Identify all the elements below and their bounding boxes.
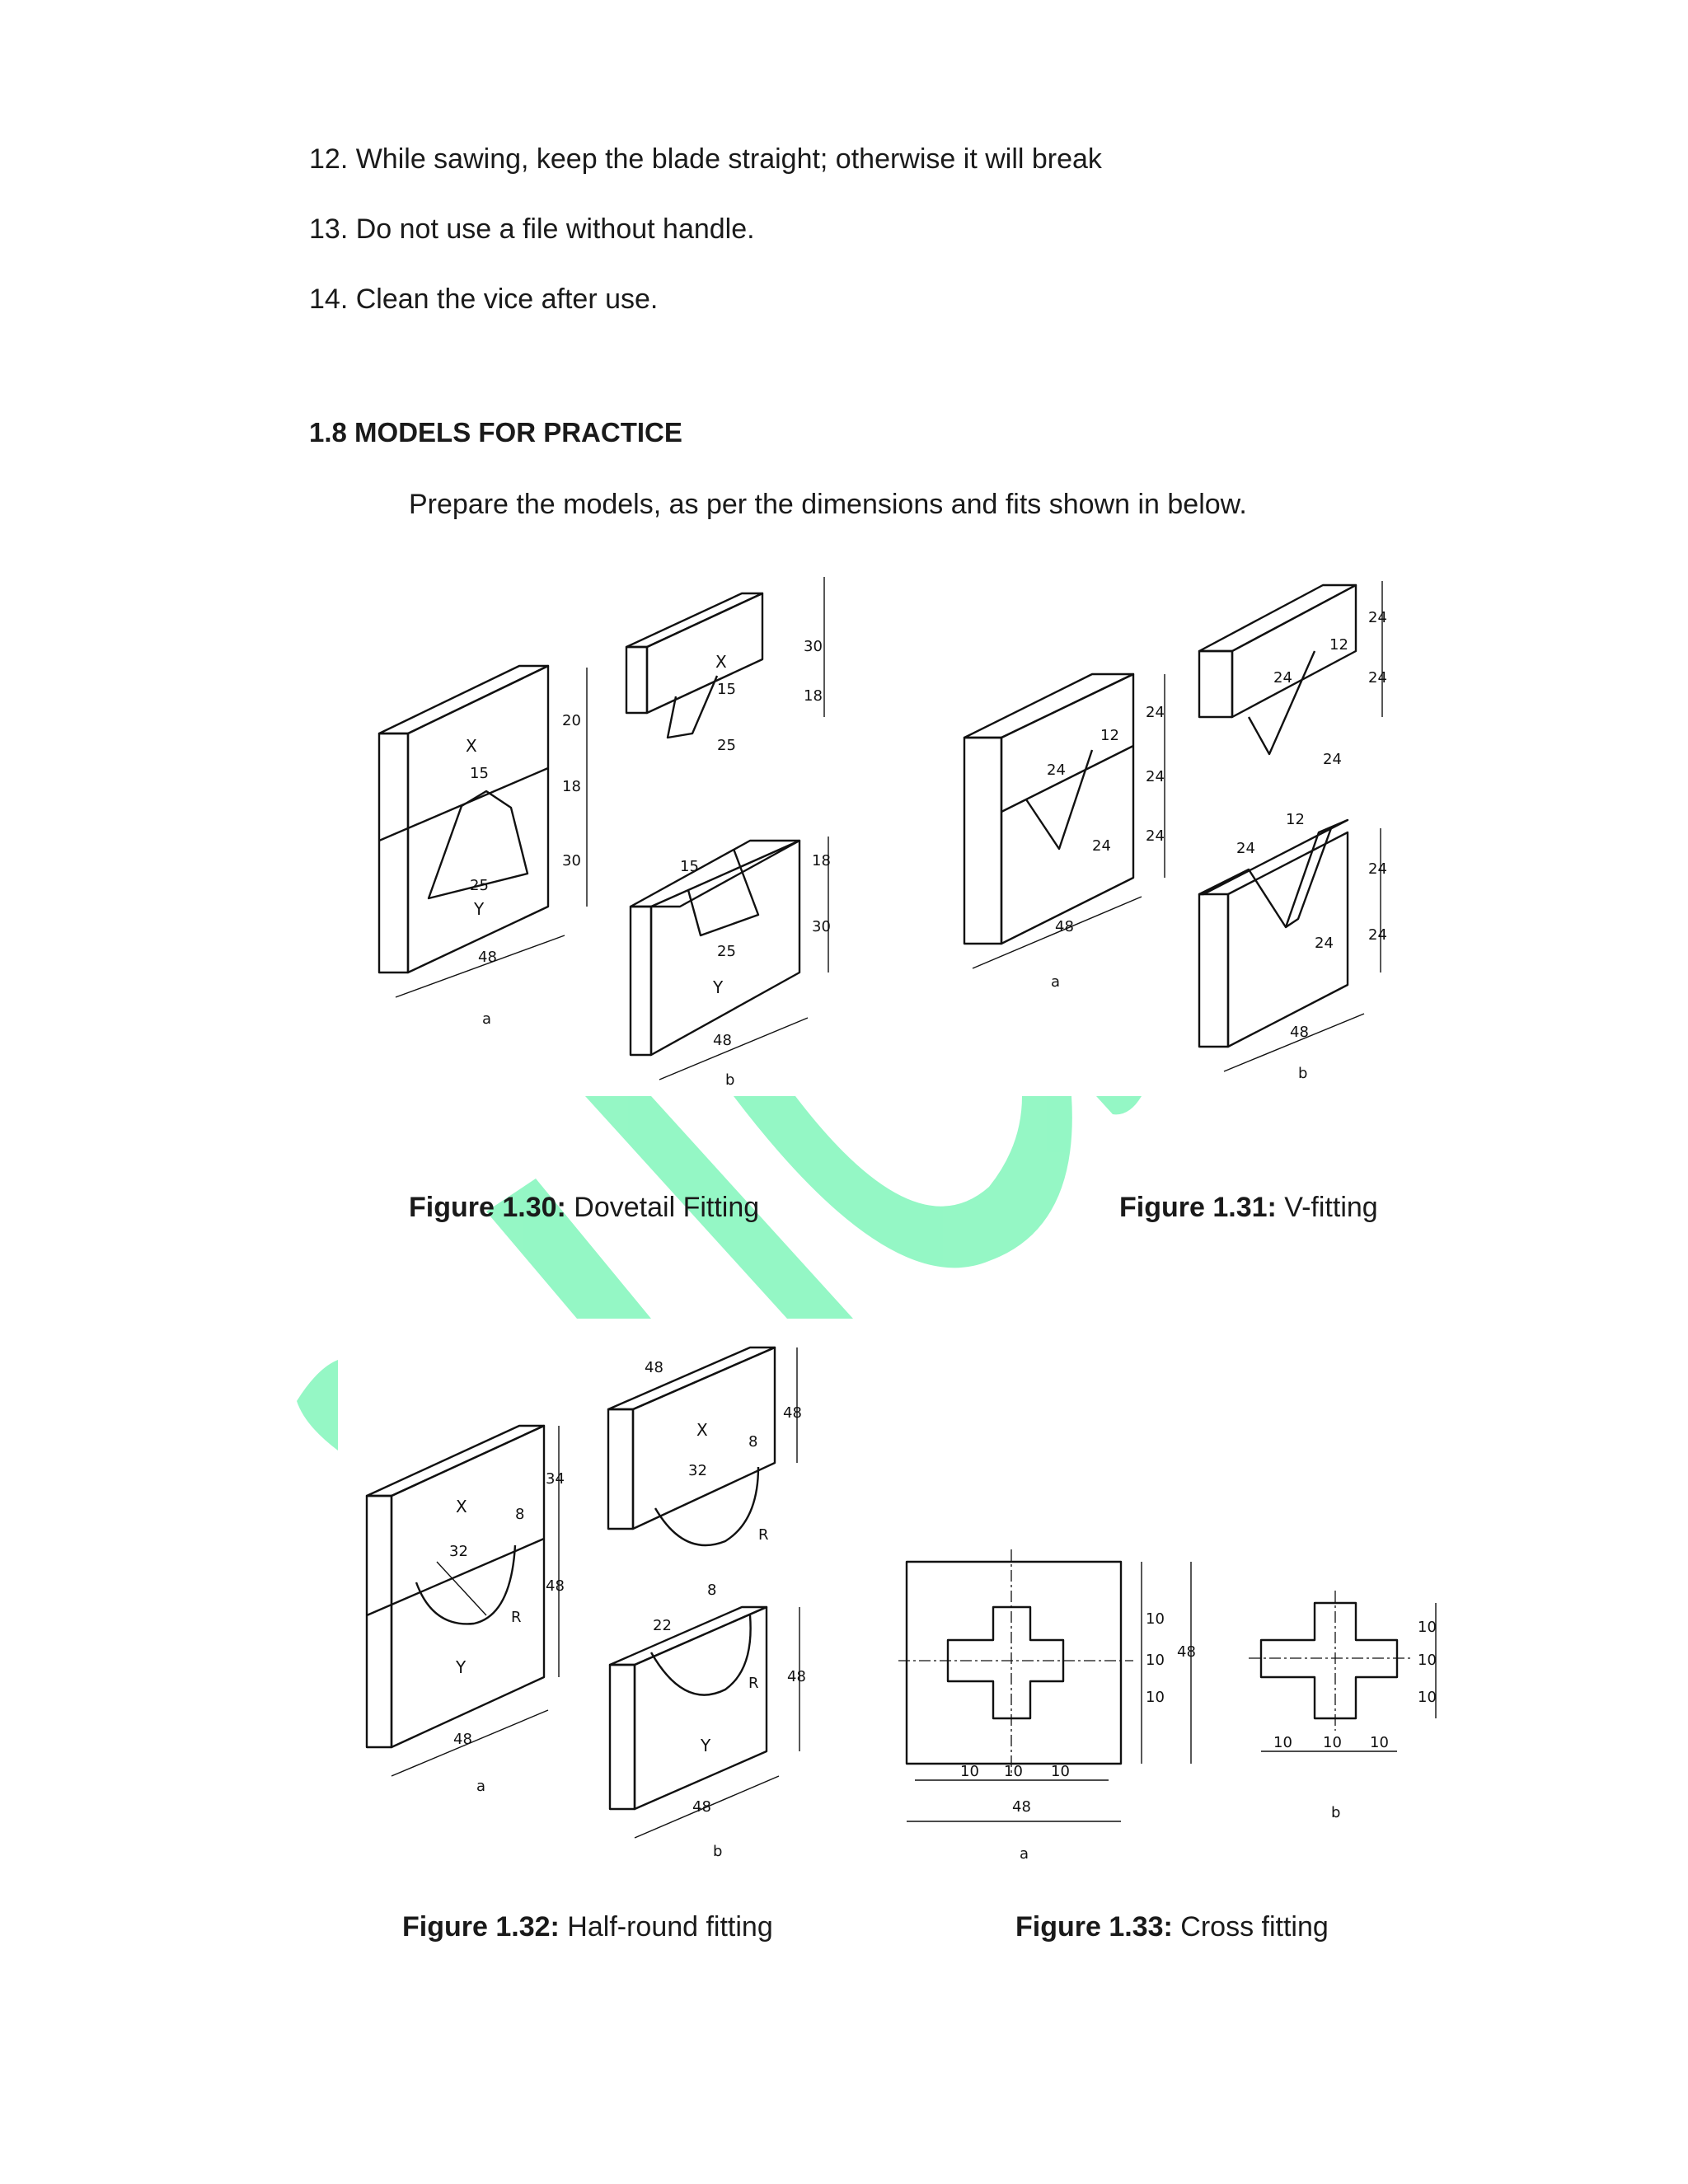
dim-10-ci: 10: [1370, 1734, 1389, 1751]
dim-25-a: 25: [470, 877, 489, 894]
figure-number: Figure 1.32:: [402, 1911, 560, 1943]
dim-10-ch: 10: [1323, 1734, 1342, 1751]
dim-48-hf: 48: [787, 1668, 806, 1685]
sub-a-half: a: [476, 1778, 486, 1795]
dim-24-vm: 24: [1368, 926, 1387, 944]
dim-24-vc: 24: [1146, 704, 1165, 721]
dim-24-va: 24: [1047, 762, 1066, 779]
label-x-hb: X: [696, 1420, 708, 1440]
dim-8-ha: 8: [515, 1506, 525, 1523]
label-x-b: X: [715, 652, 727, 672]
half-round-fitting-drawing: [354, 1343, 816, 1863]
radius-hc: R: [748, 1675, 759, 1692]
dim-10-cl: 10: [1418, 1689, 1437, 1706]
dim-18-a: 18: [562, 778, 581, 795]
dim-24-vk: 24: [1315, 935, 1334, 952]
caption-figure-1-33: [1015, 1910, 1329, 1943]
dim-48-hc: 48: [645, 1359, 663, 1376]
figure-number: Figure 1.30:: [409, 1192, 566, 1223]
caption-figure-1-31: [1119, 1191, 1378, 1224]
sub-a-cross: a: [1020, 1845, 1029, 1863]
dim-24-ve: 24: [1146, 827, 1165, 845]
figure-title: V-fitting: [1284, 1192, 1378, 1223]
dim-12-va: 12: [1100, 727, 1119, 744]
label-y-b: Y: [713, 977, 724, 997]
dim-15-c: 15: [680, 858, 699, 875]
cross-fitting-drawing: [898, 1549, 1475, 1896]
dim-10-cb: 10: [1004, 1763, 1023, 1780]
dim-24-vb: 24: [1092, 837, 1111, 855]
label-y-hb: Y: [701, 1736, 711, 1755]
dim-20-a: 20: [562, 712, 581, 729]
dim-10-ca: 10: [960, 1763, 979, 1780]
dim-32-ha: 32: [449, 1543, 468, 1560]
dim-15-a: 15: [470, 765, 489, 782]
dim-24-vf: 24: [1273, 669, 1292, 687]
dim-48-a: 48: [478, 949, 497, 966]
sub-b-dovetail: b: [725, 1071, 735, 1089]
label-y-a: Y: [474, 899, 485, 919]
dim-24-vh: 24: [1368, 609, 1387, 626]
dim-8-hc: 8: [707, 1582, 717, 1599]
list-item-13: 13. Do not use a file without handle.: [309, 213, 755, 245]
dim-48-va: 48: [1055, 918, 1074, 935]
dim-48-he: 48: [692, 1798, 711, 1816]
list-item-12: 12. While sawing, keep the blade straight; otherwise it will break: [309, 143, 1102, 175]
dim-15-b: 15: [717, 681, 736, 698]
dim-32-hb: 32: [688, 1462, 707, 1479]
dim-30-c: 30: [812, 918, 831, 935]
sub-b-half: b: [713, 1843, 723, 1860]
dim-24-vg: 24: [1323, 751, 1342, 768]
dim-10-cf: 10: [1146, 1689, 1165, 1706]
figure-title: Dovetail Fitting: [574, 1192, 760, 1223]
dim-10-cd: 10: [1146, 1610, 1165, 1628]
dim-22-hb: 22: [653, 1617, 672, 1634]
dim-48-ha: 48: [453, 1731, 472, 1748]
dim-30-a: 30: [562, 852, 581, 869]
caption-figure-1-30: [409, 1191, 759, 1224]
figure-title: Half-round fitting: [567, 1911, 773, 1943]
dim-48-hb: 48: [546, 1577, 565, 1595]
dim-18-b: 18: [804, 687, 823, 705]
dim-24-vl: 24: [1368, 860, 1387, 878]
dim-8-hb: 8: [748, 1433, 758, 1451]
radius-hb: R: [758, 1526, 769, 1544]
sub-a-dovetail: a: [482, 1010, 492, 1028]
dim-48-ca: 48: [1012, 1798, 1031, 1816]
caption-figure-1-32: [402, 1910, 773, 1943]
dim-12-vc: 12: [1286, 811, 1305, 828]
dim-30-b: 30: [804, 638, 823, 655]
dim-10-ce: 10: [1146, 1652, 1165, 1669]
label-y-ha: Y: [456, 1657, 467, 1677]
radius-ha: R: [511, 1609, 522, 1626]
dim-10-cg: 10: [1273, 1734, 1292, 1751]
list-item-14: 14. Clean the vice after use.: [309, 284, 659, 315]
sub-b-v: b: [1298, 1065, 1308, 1082]
section-heading: 1.8 MODELS FOR PRACTICE: [309, 417, 682, 448]
dim-24-vj: 24: [1236, 840, 1255, 857]
dim-48-hd: 48: [783, 1404, 802, 1422]
dim-48-b: 48: [713, 1032, 732, 1049]
dim-48-cb: 48: [1177, 1643, 1196, 1661]
dim-34-ha: 34: [546, 1470, 565, 1488]
intro-paragraph: Prepare the models, as per the dimensions and fits shown in below.: [409, 489, 1247, 520]
sub-b-cross: b: [1331, 1804, 1341, 1821]
dim-24-vi: 24: [1368, 669, 1387, 687]
figure-number: Figure 1.31:: [1119, 1192, 1277, 1223]
figure-number: Figure 1.33:: [1015, 1911, 1173, 1943]
label-x-ha: X: [456, 1497, 467, 1516]
dovetail-fitting-drawing: [363, 560, 874, 1096]
figure-title: Cross fitting: [1180, 1911, 1329, 1943]
dim-18-c: 18: [812, 852, 831, 869]
dim-12-vb: 12: [1329, 636, 1348, 654]
label-x-a: X: [466, 736, 477, 756]
dim-10-cj: 10: [1418, 1619, 1437, 1636]
v-fitting-drawing: [952, 560, 1430, 1096]
dim-10-ck: 10: [1418, 1652, 1437, 1669]
dim-24-vd: 24: [1146, 768, 1165, 785]
sub-a-v: a: [1051, 973, 1061, 991]
dim-25-c: 25: [717, 943, 736, 960]
dim-10-cc: 10: [1051, 1763, 1070, 1780]
dim-48-vb: 48: [1290, 1024, 1309, 1041]
dim-25-b: 25: [717, 737, 736, 754]
